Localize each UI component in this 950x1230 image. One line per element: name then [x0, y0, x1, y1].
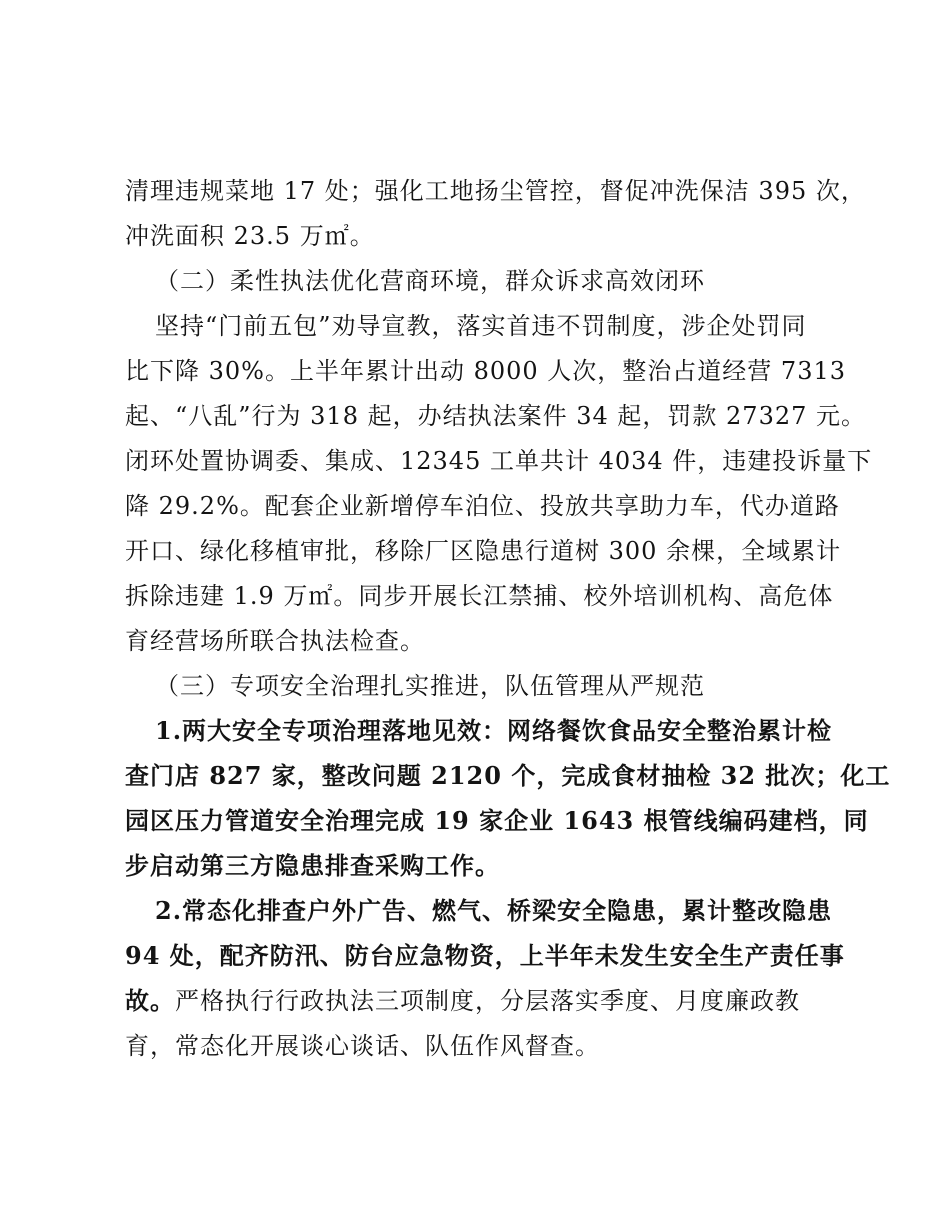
paragraph-line: 坚持“门前五包”劝导宣教，落实首违不罚制度，涉企处罚同	[155, 312, 807, 340]
paragraph-line: 比下降 30%。上半年累计出动 8000 人次，整治占道经营 7313	[125, 357, 847, 385]
item-2-line: 94 处，配齐防汛、防台应急物资，上半年未发生安全生产责任事	[125, 941, 845, 970]
item-1-line: 查门店 827 家，整改问题 2120 个，完成食材抽检 32 批次；化工	[125, 761, 891, 790]
item-2-line: 育，常态化开展谈心谈话、队伍作风督查。	[125, 1032, 600, 1060]
paragraph-line: 育经营场所联合执法检查。	[125, 627, 425, 655]
item-1-line: 1.两大安全专项治理落地见效：网络餐饮食品安全整治累计检	[155, 716, 833, 745]
item-2-line: 2.常态化排查户外广告、燃气、桥梁安全隐患，累计整改隐患	[155, 896, 833, 925]
item-1-line: 步启动第三方隐患排查采购工作。	[125, 851, 500, 880]
item-2-normal-fragment: 严格执行行政执法三项制度，分层落实季度、月度廉政教	[175, 987, 800, 1015]
item-2-bold-fragment: 故。	[125, 986, 175, 1015]
section-heading-2: （二）柔性执法优化营商环境，群众诉求高效闭环	[155, 267, 705, 295]
paragraph-line: 拆除违建 1.9 万㎡。同步开展长江禁捕、校外培训机构、高危体	[125, 582, 834, 610]
paragraph-line: 降 29.2%。配套企业新增停车泊位、投放共享助力车，代办道路	[125, 492, 840, 520]
section-heading-3: （三）专项安全治理扎实推进，队伍管理从严规范	[155, 672, 705, 700]
paragraph-line: 冲洗面积 23.5 万㎡。	[125, 222, 375, 250]
paragraph-line: 闭环处置协调委、集成、12345 工单共计 4034 件，违建投诉量下	[125, 447, 873, 475]
paragraph-line: 开口、绿化移植审批，移除厂区隐患行道树 300 余棵，全域累计	[125, 537, 842, 565]
item-1-line: 园区压力管道安全治理完成 19 家企业 1643 根管线编码建档，同	[125, 806, 869, 835]
item-2-line-mixed	[125, 986, 830, 1016]
paragraph-line: 起、“八乱”行为 318 起，办结执法案件 34 起，罚款 27327 元。	[125, 402, 867, 430]
paragraph-line: 清理违规菜地 17 处；强化工地扬尘管控，督促冲洗保洁 395 次，	[125, 177, 866, 205]
